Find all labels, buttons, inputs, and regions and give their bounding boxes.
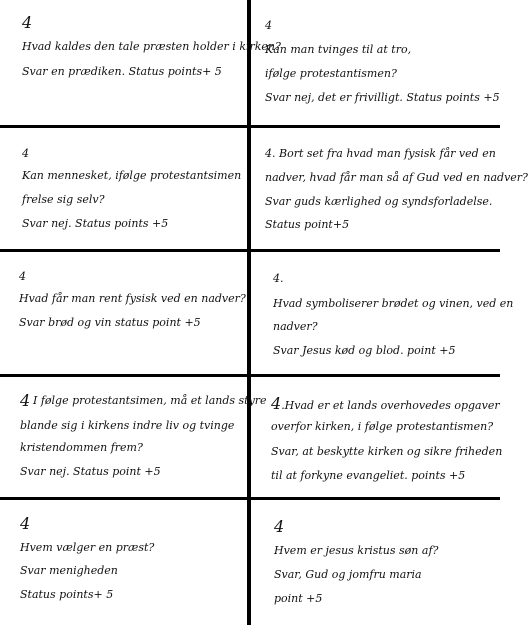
card-answer: Svar nej. Status point +5 [20,465,161,478]
card-number: 4 [274,517,285,536]
card-number: 4 [20,514,31,533]
card-question: Hvad symboliserer brødet og vinen, ved en [273,297,514,310]
card-question [271,394,500,413]
card-question: I følge protestantsimen, må et lands styre [33,394,267,407]
card-question: Hvem vælger en præst? [20,541,155,554]
card-number: 4 [22,13,33,32]
card-question: Kan man tvinges til at tro, [265,43,412,56]
question-card [251,128,528,249]
card-answer: Svar guds kærlighed og syndsforladelse. [265,195,493,208]
card-question [20,391,30,410]
question-card [251,252,514,374]
card-answer: point +5 [274,592,323,605]
card-question: Hvem er jesus kristus søn af? [274,544,439,557]
card-question: frelse sig selv? [22,193,105,206]
question-card [251,0,500,125]
card-question: Hvad får man rent fysisk ved en nadver? [19,292,246,305]
card-answer: Status point+5 [265,218,350,231]
card-answer: Svar brød og vin status point +5 [19,316,201,329]
card-number: 4 [22,147,29,160]
question-card [251,500,500,625]
card-number: 4 [20,391,31,410]
question-card [0,500,247,625]
card-answer: Svar Jesus kød og blod. point +5 [273,344,456,357]
card-answer: Svar menigheden [20,564,118,577]
card-number: 4 [271,394,282,413]
card-question-text: .Hvad er et lands overhovedes opgaver [281,399,500,412]
card-question: nadver? [273,320,318,333]
card-question: overfor kirken, i følge protestantismen? [271,420,494,433]
question-card [251,377,503,497]
question-card [0,128,247,249]
card-number: 4 [19,270,26,283]
card-question: kristendommen frem? [20,441,143,454]
card-answer: Svar en prædiken. Status points+ 5 [22,65,222,78]
card-question: Kan mennesket, ifølge protestantsimen [22,169,242,182]
card-answer: Svar, at beskytte kirken og sikre friheden [271,445,503,458]
card-number: 4 [265,19,272,32]
card-question: 4. Bort set fra hvad man fysisk får ved en [265,147,496,160]
card-question: nadver, hvad får man så af Gud ved en nadver? [265,171,528,184]
question-card [0,252,247,374]
card-number: 4. [273,272,284,285]
card-answer: Svar, Gud og jomfru maria [274,568,422,581]
question-card [0,0,281,125]
card-question: Hvad kaldes den tale præsten holder i kirken? [22,40,281,53]
card-answer: Status points+ 5 [20,588,114,601]
question-card [0,377,267,497]
card-question: ifølge protestantismen? [265,67,397,80]
card-answer: Svar nej, det er frivilligt. Status points +5 [265,91,500,104]
card-answer: til at forkyne evangeliet. points +5 [271,469,466,482]
card-answer: Svar nej. Status points +5 [22,217,169,230]
card-question: blande sig i kirkens indre liv og tvinge [20,419,235,432]
